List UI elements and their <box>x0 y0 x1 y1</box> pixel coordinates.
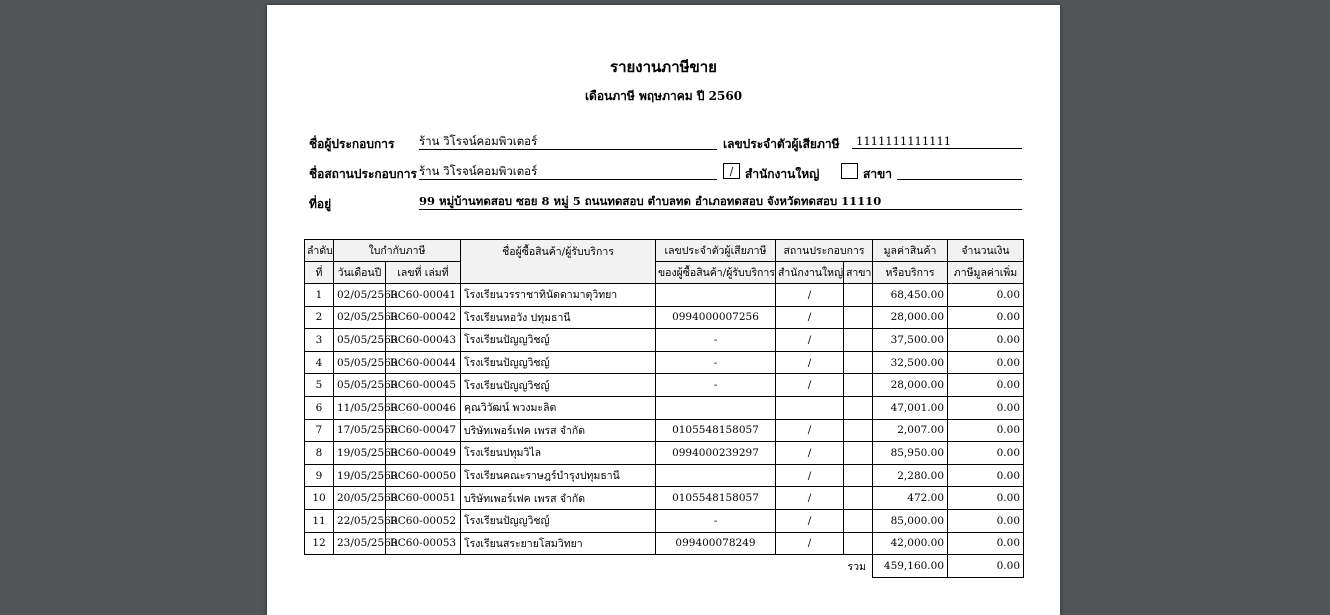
cell-seq: 11 <box>305 509 334 532</box>
cell-branch <box>844 329 873 352</box>
cell-buyer: โรงเรียนวรราชาทินัดดามาตุวิทยา <box>461 284 656 307</box>
cell-taxid: - <box>656 351 776 374</box>
cell-date: 02/05/2560 <box>334 284 386 307</box>
cell-buyer: โรงเรียนปัญญวิชญ์ <box>461 351 656 374</box>
cell-taxid: - <box>656 329 776 352</box>
total-value: 459,160.00 <box>873 555 948 578</box>
col-vat-2: ภาษีมูลค่าเพิ่ม <box>948 262 1024 284</box>
cell-branch <box>844 464 873 487</box>
establishment-value: ร้าน วิโรจน์คอมพิวเตอร์ <box>419 163 717 180</box>
cell-vat: 0.00 <box>948 351 1024 374</box>
cell-buyer: โรงเรียนสระยายโสมวิทยา <box>461 532 656 555</box>
cell-date: 22/05/2560 <box>334 509 386 532</box>
cell-no: RC60-00041 <box>386 284 461 307</box>
cell-date: 17/05/2560 <box>334 419 386 442</box>
cell-taxid: - <box>656 509 776 532</box>
table-row <box>305 509 1024 532</box>
cell-taxid: 0994000007256 <box>656 306 776 329</box>
cell-buyer: โรงเรียนคณะราษฎร์บำรุงปทุมธานี <box>461 464 656 487</box>
taxid-value: 1111111111111 <box>852 133 1022 149</box>
cell-branch <box>844 351 873 374</box>
cell-value: 85,000.00 <box>873 509 948 532</box>
total-row <box>305 555 1024 578</box>
cell-branch <box>844 374 873 397</box>
cell-date: 05/05/2560 <box>334 374 386 397</box>
cell-vat: 0.00 <box>948 442 1024 465</box>
col-invoice-date: วันเดือนปี <box>334 262 386 284</box>
cell-buyer: โรงเรียนปัญญวิชญ์ <box>461 509 656 532</box>
cell-branch <box>844 284 873 307</box>
cell-head: / <box>776 374 844 397</box>
cell-no: RC60-00049 <box>386 442 461 465</box>
col-place-head: สำนักงานใหญ่ <box>776 262 844 284</box>
cell-head: / <box>776 351 844 374</box>
sales-tax-table <box>304 239 1024 578</box>
table-row <box>305 351 1024 374</box>
cell-taxid <box>656 464 776 487</box>
cell-value: 85,950.00 <box>873 442 948 465</box>
address-label: ที่อยู่ <box>309 197 332 211</box>
cell-vat: 0.00 <box>948 464 1024 487</box>
headoffice-checkbox: / <box>723 163 740 179</box>
cell-no: RC60-00043 <box>386 329 461 352</box>
cell-vat: 0.00 <box>948 487 1024 510</box>
col-value-1: มูลค่าสินค้า <box>873 240 948 262</box>
cell-date: 05/05/2560 <box>334 329 386 352</box>
cell-no: RC60-00052 <box>386 509 461 532</box>
cell-branch <box>844 442 873 465</box>
table-row <box>305 464 1024 487</box>
cell-taxid <box>656 284 776 307</box>
operator-label: ชื่อผู้ประกอบการ <box>309 137 395 151</box>
branch-label: สาขา <box>863 167 893 181</box>
col-invoice-no: เลขที่ เล่มที่ <box>386 262 461 284</box>
table-row <box>305 442 1024 465</box>
report-title: รายงานภาษีขาย <box>610 58 717 76</box>
table-row <box>305 329 1024 352</box>
operator-value: ร้าน วิโรจน์คอมพิวเตอร์ <box>419 133 717 150</box>
cell-branch <box>844 509 873 532</box>
cell-date: 19/05/2560 <box>334 464 386 487</box>
col-invoice: ใบกำกับภาษี <box>334 240 461 262</box>
cell-value: 2,007.00 <box>873 419 948 442</box>
cell-vat: 0.00 <box>948 532 1024 555</box>
headoffice-label: สำนักงานใหญ่ <box>745 167 820 181</box>
cell-seq: 4 <box>305 351 334 374</box>
col-buyer: ชื่อผู้ซื้อสินค้า/ผู้รับบริการ <box>461 240 656 284</box>
address-value: 99 หมู่บ้านทดสอบ ซอย 8 หมู่ 5 ถนนทดสอบ ตำบลทด อำเภอทดสอบ จังหวัดทดสอบ 11110 <box>419 193 1022 210</box>
table-row <box>305 396 1024 419</box>
taxid-label: เลขประจำตัวผู้เสียภาษี <box>723 137 840 151</box>
cell-branch <box>844 306 873 329</box>
report-period: เดือนภาษี พฤษภาคม ปี 2560 <box>584 89 743 103</box>
cell-vat: 0.00 <box>948 396 1024 419</box>
branch-checkbox <box>841 163 858 179</box>
report-page <box>267 5 1060 615</box>
cell-value: 28,000.00 <box>873 374 948 397</box>
cell-head: / <box>776 419 844 442</box>
cell-buyer: โรงเรียนหอวัง ปทุมธานี <box>461 306 656 329</box>
cell-vat: 0.00 <box>948 329 1024 352</box>
cell-taxid: 0994000239297 <box>656 442 776 465</box>
cell-value: 472.00 <box>873 487 948 510</box>
cell-branch <box>844 396 873 419</box>
col-value-2: หรือบริการ <box>873 262 948 284</box>
cell-taxid: 0105548158057 <box>656 419 776 442</box>
cell-date: 02/05/2560 <box>334 306 386 329</box>
cell-buyer: โรงเรียนปทุมวิไล <box>461 442 656 465</box>
cell-value: 42,000.00 <box>873 532 948 555</box>
cell-branch <box>844 532 873 555</box>
cell-no: RC60-00046 <box>386 396 461 419</box>
cell-seq: 7 <box>305 419 334 442</box>
cell-seq: 9 <box>305 464 334 487</box>
cell-buyer: บริษัทเพอร์เฟค เพรส จำกัด <box>461 419 656 442</box>
cell-head: / <box>776 306 844 329</box>
cell-buyer: คุณวิวัฒน์ พวงมะลิต <box>461 396 656 419</box>
cell-vat: 0.00 <box>948 509 1024 532</box>
cell-seq: 2 <box>305 306 334 329</box>
cell-value: 47,001.00 <box>873 396 948 419</box>
cell-date: 11/05/2560 <box>334 396 386 419</box>
cell-no: RC60-00047 <box>386 419 461 442</box>
col-vat-1: จำนวนเงิน <box>948 240 1024 262</box>
cell-head: / <box>776 487 844 510</box>
col-place: สถานประกอบการ <box>776 240 873 262</box>
establishment-label: ชื่อสถานประกอบการ <box>309 167 417 181</box>
cell-no: RC60-00044 <box>386 351 461 374</box>
cell-date: 05/05/2560 <box>334 351 386 374</box>
cell-buyer: โรงเรียนปัญญวิชญ์ <box>461 374 656 397</box>
cell-vat: 0.00 <box>948 284 1024 307</box>
cell-seq: 1 <box>305 284 334 307</box>
cell-value: 37,500.00 <box>873 329 948 352</box>
table-row <box>305 532 1024 555</box>
table-row <box>305 487 1024 510</box>
cell-buyer: โรงเรียนปัญญวิชญ์ <box>461 329 656 352</box>
cell-head <box>776 396 844 419</box>
table-row <box>305 306 1024 329</box>
total-label: รวม <box>847 560 867 573</box>
table-row <box>305 284 1024 307</box>
cell-date: 19/05/2560 <box>334 442 386 465</box>
cell-taxid: 099400078249 <box>656 532 776 555</box>
cell-seq: 8 <box>305 442 334 465</box>
col-place-branch: สาขา <box>844 262 873 284</box>
cell-head: / <box>776 329 844 352</box>
table-row <box>305 419 1024 442</box>
cell-date: 23/05/2560 <box>334 532 386 555</box>
branch-value <box>897 163 1022 180</box>
cell-head: / <box>776 509 844 532</box>
cell-no: RC60-00053 <box>386 532 461 555</box>
cell-branch <box>844 487 873 510</box>
cell-value: 28,000.00 <box>873 306 948 329</box>
cell-seq: 5 <box>305 374 334 397</box>
cell-taxid: 0105548158057 <box>656 487 776 510</box>
col-seq-1: ลำดับ <box>305 240 334 262</box>
cell-vat: 0.00 <box>948 374 1024 397</box>
cell-head: / <box>776 532 844 555</box>
cell-vat: 0.00 <box>948 419 1024 442</box>
col-buyer-taxid-1: เลขประจำตัวผู้เสียภาษี <box>656 240 776 262</box>
cell-seq: 3 <box>305 329 334 352</box>
cell-head: / <box>776 284 844 307</box>
cell-branch <box>844 419 873 442</box>
cell-taxid <box>656 396 776 419</box>
cell-head: / <box>776 464 844 487</box>
cell-value: 68,450.00 <box>873 284 948 307</box>
cell-no: RC60-00042 <box>386 306 461 329</box>
col-buyer-taxid-2: ของผู้ซื้อสินค้า/ผู้รับบริการ <box>656 262 776 284</box>
cell-seq: 10 <box>305 487 334 510</box>
cell-buyer: บริษัทเพอร์เฟค เพรส จำกัด <box>461 487 656 510</box>
cell-no: RC60-00051 <box>386 487 461 510</box>
cell-value: 32,500.00 <box>873 351 948 374</box>
cell-taxid: - <box>656 374 776 397</box>
total-vat: 0.00 <box>948 555 1024 578</box>
cell-vat: 0.00 <box>948 306 1024 329</box>
cell-seq: 6 <box>305 396 334 419</box>
cell-value: 2,280.00 <box>873 464 948 487</box>
cell-date: 20/05/2560 <box>334 487 386 510</box>
cell-no: RC60-00045 <box>386 374 461 397</box>
cell-no: RC60-00050 <box>386 464 461 487</box>
table-row <box>305 374 1024 397</box>
col-seq-2: ที่ <box>305 262 334 284</box>
cell-seq: 12 <box>305 532 334 555</box>
cell-head: / <box>776 442 844 465</box>
